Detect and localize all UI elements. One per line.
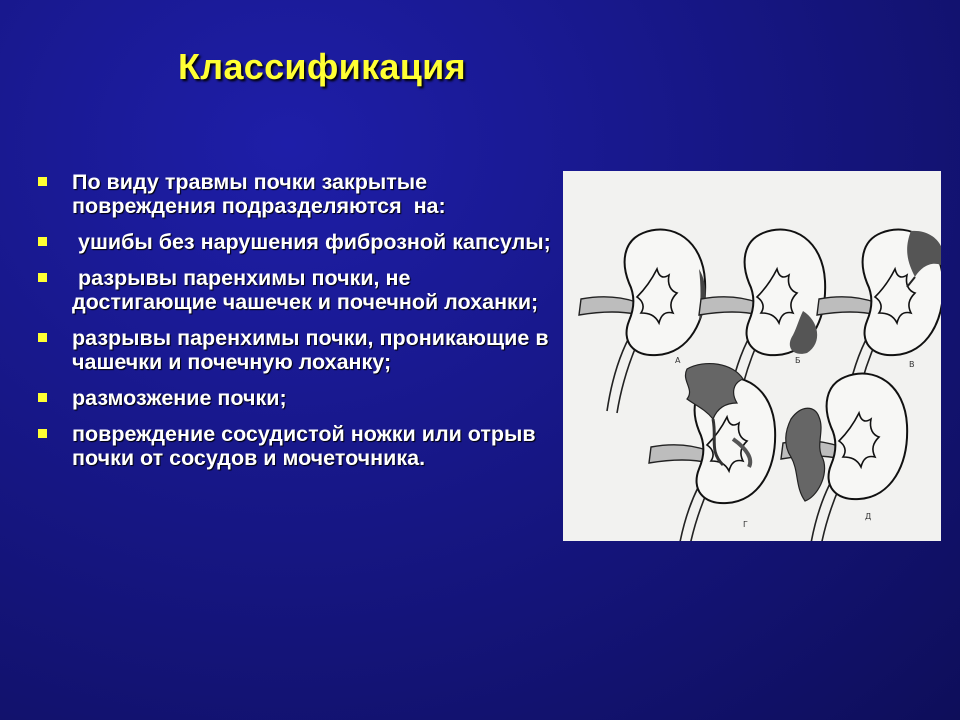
bullet-item-3 bbox=[36, 266, 556, 314]
figure-label-e: Д bbox=[865, 512, 872, 521]
square-bullet-icon bbox=[38, 237, 47, 246]
kidney-e bbox=[781, 374, 907, 541]
square-bullet-icon bbox=[38, 177, 47, 186]
bullet-text: ушибы без нарушения фиброзной капсулы; bbox=[72, 230, 551, 254]
figure-label-b: Б bbox=[795, 356, 801, 365]
bullet-text: повреждение сосудистой ножки или отрыв почки от сосудов и мочеточника. bbox=[72, 422, 542, 470]
figure-label-c: В bbox=[909, 360, 915, 369]
figure-label-d: Г bbox=[743, 520, 748, 529]
slide-title: Классификация bbox=[178, 46, 466, 87]
bullet-item-6 bbox=[36, 422, 556, 470]
bullet-item-4 bbox=[36, 326, 556, 374]
square-bullet-icon bbox=[38, 429, 47, 438]
bullet-item-2 bbox=[36, 230, 556, 254]
bullet-item-5 bbox=[36, 386, 556, 410]
kidney-d bbox=[649, 364, 775, 541]
bullet-item-1 bbox=[36, 170, 556, 218]
square-bullet-icon bbox=[38, 393, 47, 402]
bullet-text: По виду травмы почки закрытые повреждения подразделяются на: bbox=[72, 170, 446, 218]
kidney-a bbox=[579, 230, 706, 413]
square-bullet-icon bbox=[38, 273, 47, 282]
bullet-text: размозжение почки; bbox=[72, 386, 287, 410]
kidney-injury-illustration bbox=[563, 171, 941, 541]
bullet-text: разрывы паренхимы почки, не достигающие чашечек и почечной лоханки; bbox=[72, 266, 539, 314]
bullet-list bbox=[36, 170, 556, 482]
figure-label-a: А bbox=[675, 356, 681, 365]
square-bullet-icon bbox=[38, 333, 47, 342]
bullet-text: разрывы паренхимы почки, проникающие в чашечки и почечную лоханку; bbox=[72, 326, 555, 374]
